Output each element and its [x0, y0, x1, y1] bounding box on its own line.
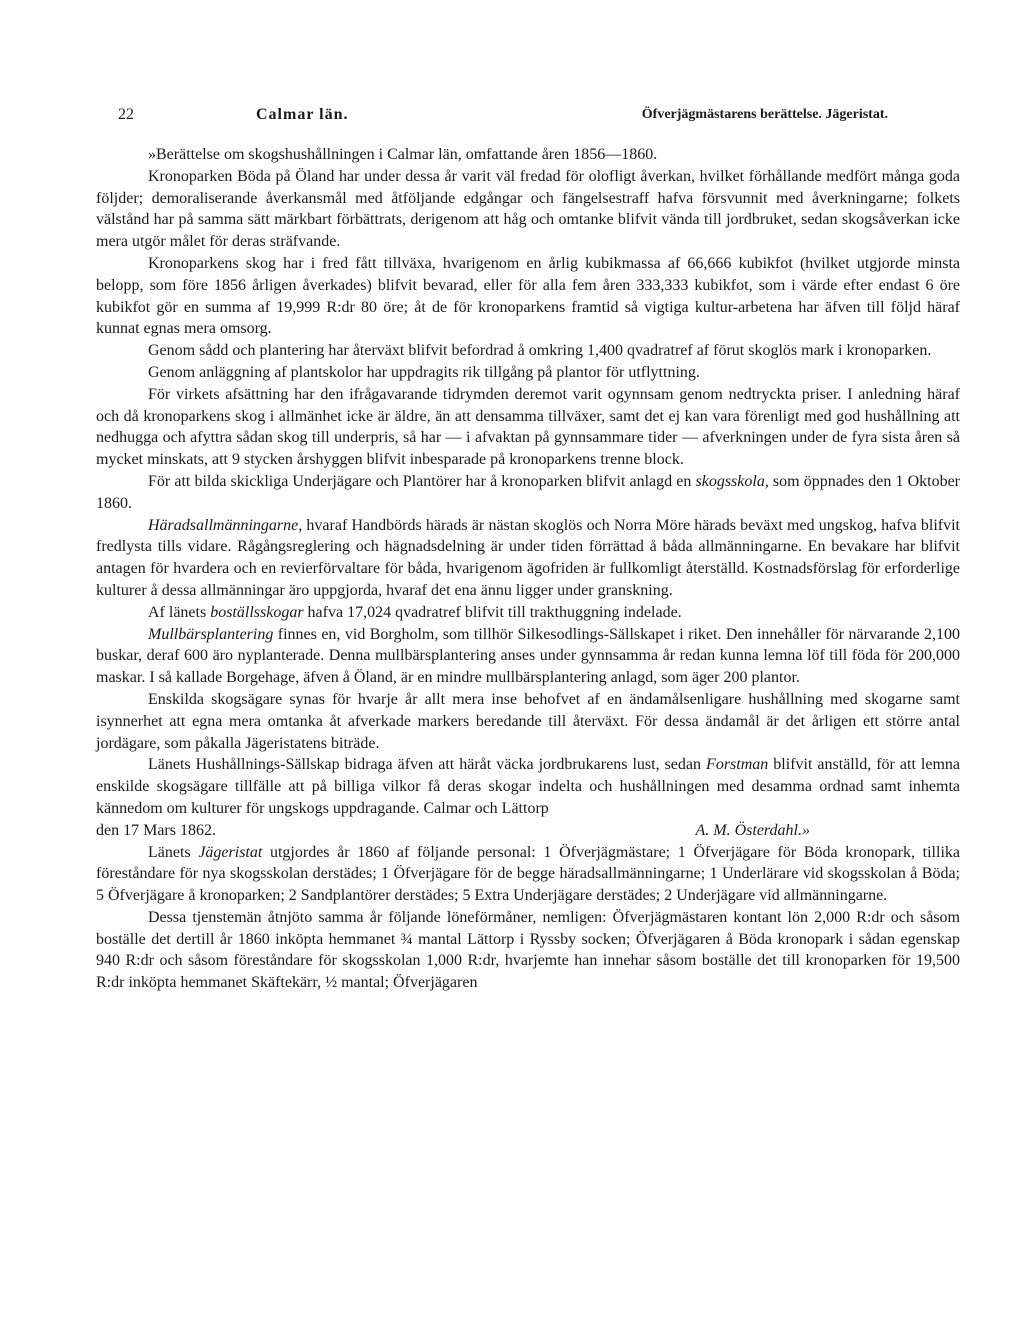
text-run: För att bilda skickliga Underjägare och Plantörer har å kronoparken blifvit anlagd en: [148, 472, 696, 490]
signature-line: [96, 820, 960, 842]
paragraph: Enskilda skogsägare synas för hvarje år allt mera inse behofvet af en ändamålsenligare hushållning med skogarne samt isynnerhet att egna mera omtanka åt afverkade markers beredande till återväxt. För dessa ändamål är det årligen ett större antal jordägare, som påkalla Jägeristatens biträde.: [96, 690, 960, 752]
running-title-left: Calmar län.: [256, 106, 349, 123]
page-number: 22: [118, 106, 134, 123]
paragraph: [96, 471, 960, 515]
paragraph: [96, 624, 960, 689]
signature-name: A. M. Österdahl.»: [695, 821, 810, 839]
emphasis: Forstman: [706, 756, 769, 774]
text-run: blifvit anställd, för att lemna enskilde skogsägare tillfälle att på billiga vilkor få deras skogar indelta och hushållningen med desamma ordnad samt inhemta kännedom om kulturer för ungskogs uppdragande. Calmar och Lättorp: [96, 756, 961, 817]
text-run: Länets: [148, 843, 199, 861]
paragraph: Dessa tjenstemän åtnjöto samma år följande löneförmåner, nemligen: Öfverjägmästaren kontant lön 2,000 R:dr och såsom boställe det dertill år 1860 inköpta hemmanet ¾ mantal Lättorp i Ryssby socken; Öfverjägaren å Böda kronopark i sådan egenskap 940 R:dr och såsom föreståndare för skogsskolan 1,000 R:dr, hvarjemte han innehar såsom boställe det till kronoparken för 19,500 R:dr inköpta hemmanet Skäftekärr, ½ mantal; Öfverjägaren: [96, 908, 960, 992]
emphasis: Mullbärsplantering: [148, 625, 274, 643]
signature-date: den 17 Mars 1862.: [96, 821, 216, 839]
paragraph: Kronoparken Böda på Öland har under dessa år varit väl fredad för olofligt åverkan, hvilket förhållande medfört många goda följder; demoraliserande åverkansmål med åtföljande edgångar och fängelsestraff hafva försvunnit med åverkningarne; folkets välstånd har på samma sätt märkbart förbättrats, derigenom att håg och omtanke blifvit vända till jordbruket, sedan skogsåverkan icke mera utgör målet för deras sträfvande.: [96, 167, 960, 251]
text-run: finnes en, vid Borgholm, som tillhör Silkesodlings-Sällskapet i riket. Den innehåller för närvarande 2,100 buskar, deraf 600 äro nyplanterade. Denna mullbärsplantering anses under gynnsamma år redan kunna lemna löf till föda för 200,000 maskar. I så kallade Borgehage, äfven å Öland, är en mindre mullbärsplantering anlagd, som äger 200 plantor.: [96, 625, 960, 687]
running-title-right: Öfverjägmästarens berättelse. Jägeristat.: [641, 107, 888, 122]
emphasis: skogsskola,: [695, 472, 769, 490]
running-header: [118, 104, 888, 130]
paragraph: [96, 602, 960, 624]
page-body: [96, 144, 960, 994]
paragraph: [96, 754, 960, 819]
paragraph: Genom sådd och plantering har återväxt blifvit befordrad å omkring 1,400 qvadratref af förut skoglös mark i kronoparken.: [148, 342, 932, 360]
paragraph: [96, 842, 960, 907]
paragraph: »Berättelse om skogshushållningen i Calmar län, omfattande åren 1856—1860.: [148, 146, 658, 163]
text-run: hvaraf Handbörds härads är nästan skoglös och Norra Möre härads beväxt med ungskog, hafva blifvit fredlysta tills vidare. Rågångsreglering och hägnadsdelning är under tiden förrättad å båda allmänningarne. En bevakare har blifvit antagen för hvardera och en revierförvaltare för båda, hvarigenom ägofriden är fullkomligt återställd. Kostnadsförslag för erforderlige kulturer å dessa allmänningar äro uppgjorda, hvaraf det ena ännu ligger under granskning.: [96, 516, 960, 599]
text-run: som öppnades den 1 Oktober 1860.: [96, 472, 960, 512]
text-run: hafva 17,024 qvadratref blifvit till trakthuggning indelade.: [303, 603, 682, 621]
emphasis: Jägeristat: [198, 843, 263, 861]
text-run: Af länets: [148, 603, 211, 621]
emphasis: Häradsallmänningarne,: [148, 516, 303, 534]
paragraph: [96, 515, 960, 602]
paragraph: För virkets afsättning har den ifrågavarande tidrymden deremot varit ogynnsam genom nedtryckta priser. I anledning häraf och då kronoparkens skog i allmänhet icke är äldre, än att densamma tillväxer, samt det ej kan vara förenligt med god hushållning att nedhugga och afyttra sådan skog till underpris, så har — i afvaktan på gynnsammare tider — afverkningen under de fyra sista åren så mycket minskats, att 9 stycken årshyggen blifvit inbesparade på kronoparkens trenne block.: [96, 385, 960, 469]
paragraph: Kronoparkens skog har i fred fått tillväxa, hvarigenom en årlig kubikmassa af 66,666 kubikfot (hvilket utgjorde minsta belopp, som före 1856 årligen åverkades) blifvit bevarad, eller för alla fem åren 333,333 kubikfot, som i värde efter endast 6 öre kubikfot gör en summa af 19,999 R:dr 80 öre; åt de för kronoparkens framtid så vigtiga kultur-arbetena har äfven till följd häraf kunnat egnas mera omsorg.: [96, 254, 960, 338]
text-run: utgjordes år 1860 af följande personal: 1 Öfverjägmästare; 1 Öfverjägare för Böda kronopark, tillika föreståndare för nya skogsskolan derstädes; 1 Öfverjägare för de begge häradsallmänningarne; 1 Underlärare vid skogsskolan å Böda; 5 Öfverjägare å kronoparken; 2 Sandplantörer derstädes; 5 Extra Underjägare derstädes; 2 Underjägare vid allmänningarne.: [96, 843, 960, 905]
text-run: Länets Hushållnings-Sällskap bidraga äfven att häråt väcka jordbrukarens lust, sedan: [148, 756, 707, 774]
paragraph: Genom anläggning af plantskolor har uppdragits rik tillgång på plantor för utflyttning.: [148, 363, 700, 381]
emphasis: boställsskogar: [210, 603, 304, 621]
